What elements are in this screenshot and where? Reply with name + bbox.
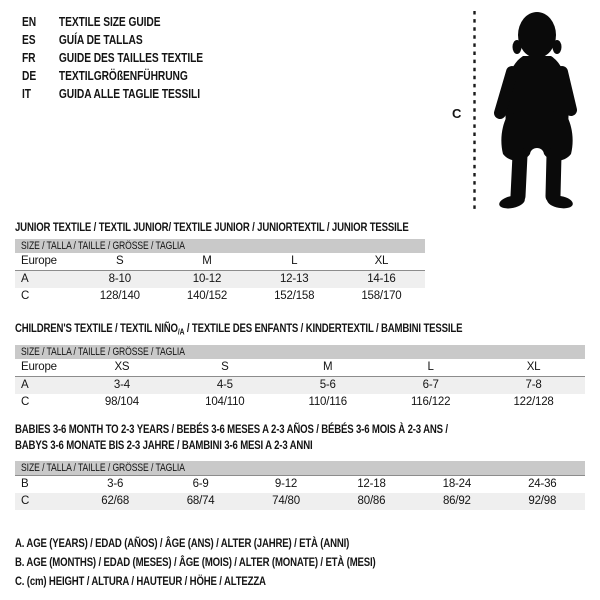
table-header-row	[15, 253, 425, 271]
cell-value: 98/104	[104, 396, 139, 408]
language-title: TEXTILGRÖßENFÜHRUNG	[58, 69, 188, 83]
table-header-row	[15, 359, 585, 377]
table-row	[15, 493, 585, 510]
table-row	[15, 377, 585, 394]
size-header-label: SIZE / TALLA / TAILLE / GRÖSSE / TAGLIA	[21, 346, 185, 358]
language-code: IT	[22, 87, 31, 101]
language-code: EN	[22, 15, 37, 29]
size-header-bar	[15, 461, 585, 476]
junior-size-table	[15, 239, 425, 305]
language-row-fr	[22, 49, 203, 67]
baby-figure-block	[443, 7, 593, 215]
language-code: DE	[22, 69, 37, 83]
figure-c-label: C	[452, 106, 462, 121]
row-label: C	[21, 396, 30, 408]
legend-line-b: B. AGE (MONTHS) / EDAD (MESES) / ÂGE (MOIS) / ALTER (MONATE) / ETÀ (MESI)	[15, 555, 376, 569]
cell-value: 6-7	[422, 379, 439, 391]
babies-title-line1: BABIES 3-6 MONTH TO 2-3 YEARS / BEBÉS 3-6 MESES A 2-3 AÑOS / BÉBÉS 3-6 MOIS À 2-3 ANS /	[15, 422, 448, 436]
row-label: A	[21, 379, 29, 391]
cell-value: 12-13	[279, 273, 309, 285]
language-code: FR	[22, 51, 36, 65]
row-label: B	[21, 478, 29, 490]
size-header-bar	[15, 345, 585, 359]
cell-value: 3-4	[113, 379, 130, 391]
column-header: S	[221, 361, 229, 373]
table-row	[15, 271, 425, 288]
cell-value: 62/68	[101, 495, 130, 507]
language-row-en	[22, 13, 203, 31]
language-title: GUIDA ALLE TAGLIE TESSILI	[58, 87, 200, 101]
cell-value: 8-10	[108, 273, 131, 285]
language-title: GUIDE DES TAILLES TEXTILE	[58, 51, 204, 65]
row-label: C	[21, 290, 30, 302]
row-label: C	[21, 495, 30, 507]
children-title-pre: CHILDREN'S TEXTILE / TEXTIL NIÑO	[15, 321, 178, 335]
cell-value: 152/158	[274, 290, 315, 302]
children-size-table	[15, 345, 585, 411]
cell-value: 86/92	[442, 495, 471, 507]
cell-value: 92/98	[528, 495, 557, 507]
cell-value: 14-16	[367, 273, 396, 285]
cell-value: 122/128	[513, 396, 554, 408]
legend-line-c: C. (cm) HEIGHT / ALTURA / HAUTEUR / HÖHE / ALTEZZA	[15, 574, 266, 588]
cell-value: 128/140	[99, 290, 140, 302]
column-header: XL	[374, 255, 389, 267]
column-header: Europe	[21, 255, 57, 267]
table-row	[15, 394, 585, 411]
baby-silhouette-icon	[443, 7, 593, 215]
cell-value: 18-24	[442, 478, 472, 490]
cell-value: 5-6	[319, 379, 336, 391]
cell-value: 110/116	[308, 396, 347, 408]
cell-value: 4-5	[216, 379, 233, 391]
cell-value: 24-36	[528, 478, 557, 490]
column-header: L	[291, 255, 298, 267]
children-title-post: / TEXTILE DES ENFANTS / KINDERTEXTIL / BAMBINI TESSILE	[184, 321, 463, 335]
language-title: TEXTILE SIZE GUIDE	[58, 15, 161, 29]
column-header: L	[427, 361, 434, 373]
size-header-label: SIZE / TALLA / TAILLE / GRÖSSE / TAGLIA	[21, 462, 185, 474]
cell-value: 68/74	[186, 495, 215, 507]
cell-value: 158/170	[361, 290, 402, 302]
baby-silhouette	[498, 12, 574, 211]
cell-value: 10-12	[192, 273, 222, 285]
language-row-es	[22, 31, 203, 49]
cell-value: 6-9	[192, 478, 209, 490]
column-header: S	[116, 255, 124, 267]
cell-value: 7-8	[525, 379, 542, 391]
language-title: GUÍA DE TALLAS	[58, 33, 143, 47]
cell-value: 80/86	[357, 495, 386, 507]
children-title-subscript: /A	[177, 326, 185, 337]
row-label: A	[21, 273, 29, 285]
measurement-legend	[15, 534, 466, 591]
cell-value: 12-18	[357, 478, 386, 490]
cell-value: 140/152	[186, 290, 228, 302]
cell-value: 3-6	[107, 478, 124, 490]
children-section-title	[15, 321, 462, 340]
cell-value: 74/80	[272, 495, 300, 507]
column-header: XL	[526, 361, 541, 373]
table-row	[15, 288, 425, 305]
language-row-de	[22, 67, 203, 85]
column-header: M	[202, 255, 212, 267]
language-code: ES	[22, 33, 36, 47]
table-row	[15, 476, 585, 493]
language-row-it	[22, 85, 203, 103]
babies-section-title	[15, 422, 448, 453]
column-header: Europe	[21, 361, 57, 373]
junior-section-title: JUNIOR TEXTILE / TEXTIL JUNIOR/ TEXTILE JUNIOR / JUNIORTEXTIL / JUNIOR TESSILE	[15, 220, 409, 234]
legend-line-a: A. AGE (YEARS) / EDAD (AÑOS) / ÂGE (ANS) / ALTER (JAHRE) / ETÀ (ANNI)	[15, 536, 350, 550]
column-header: XS	[114, 361, 130, 373]
size-header-bar	[15, 239, 425, 253]
babies-title-line2: BABYS 3-6 MONATE BIS 2-3 JAHRE / BAMBINI 3-6 MESI A 2-3 ANNI	[15, 437, 313, 452]
cell-value: 116/122	[410, 396, 451, 408]
cell-value: 104/110	[205, 396, 245, 408]
babies-size-table	[15, 461, 585, 510]
size-header-label: SIZE / TALLA / TAILLE / GRÖSSE / TAGLIA	[21, 240, 185, 252]
language-title-block	[22, 13, 243, 103]
column-header: M	[323, 361, 333, 373]
cell-value: 9-12	[274, 478, 298, 490]
